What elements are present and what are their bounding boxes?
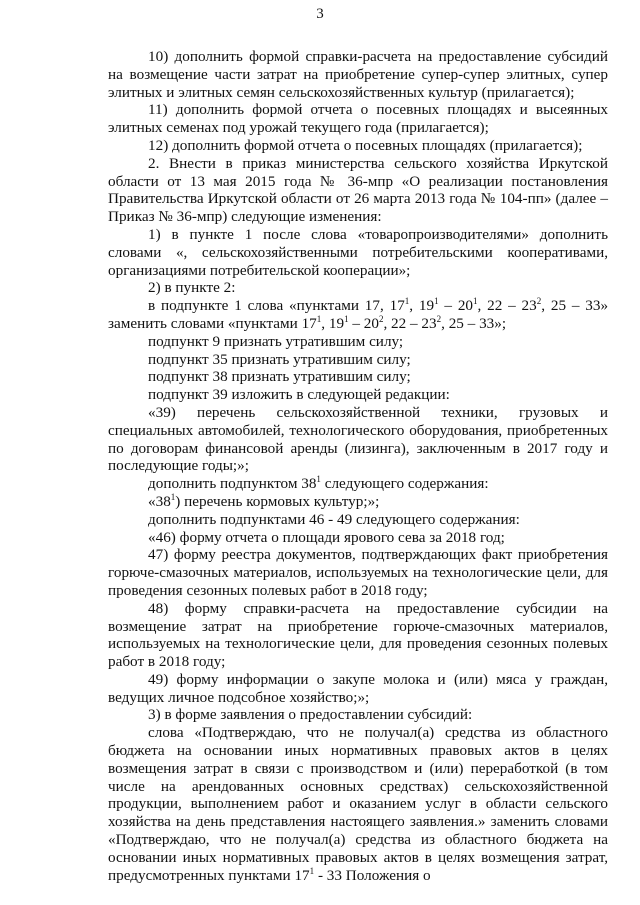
- paragraph: 1) в пункте 1 после слова «товаропроизводителями» дополнить словами «, сельскохозяйственными потребительскими кооперативами, организациями потребительской кооперации»;: [108, 225, 608, 279]
- paragraph: 48) форму справки-расчета на предоставление субсидии на возмещение затрат на приобретение горюче-смазочных материалов, используемых на технологические цели, для проведения сезонных полевых работ в 2018 году;: [108, 599, 608, 671]
- paragraph: 10) дополнить формой справки-расчета на предоставление субсидий на возмещение части затрат на приобретение супер-супер элитных, супер элитных и элитных семян сельскохозяйственных культур (прилагается);: [108, 48, 608, 101]
- paragraph: подпункт 38 признать утратившим силу;: [148, 368, 411, 386]
- paragraph: 2. Внести в приказ министерства сельского хозяйства Иркутской области от 13 мая 2015 года № 36-мпр «О реализации постановления Правительства Иркутской области от 26 марта 2013 года № 104-пп» (далее – Приказ № 36-мпр) следующие изменения:: [108, 154, 608, 226]
- paragraph: в подпункте 1 слова «пунктами 17, $17^1$, $19^1 - 20^1$, $22 - 23^2$, 25 – 33» заменить словами «пунктами $17^1$, $19^1 - 20^2$, $22 - 23^2$, 25 – 33»;: [108, 296, 609, 332]
- paragraph: «46) форму отчета о площади ярового сева за 2018 год;: [148, 528, 505, 546]
- paragraph: 47) форму реестра документов, подтверждающих факт приобретения горюче-смазочных материалов, используемых на технологические цели, для проведения сезонных полевых работ в 2018 году;: [108, 546, 608, 599]
- paragraph: «39) перечень сельскохозяйственной техники, грузовых и специальных автомобилей, технологического оборудования, приобретенных по договорам финансовой аренды (лизинга), заключенным в 2017 году и последующие годы;»;: [108, 403, 608, 475]
- paragraph: «$38^1$) перечень кормовых культур;»;: [148, 491, 380, 510]
- paragraph: 3) в форме заявления о предоставлении субсидий:: [148, 706, 473, 724]
- paragraph: слова «Подтверждаю, что не получал(а) средства из областного бюджета на основании иных нормативных правовых актов в целях возмещения затрат в связи с производством и (или) переработкой (в том числе на арендованных основных средствах) сельскохозяйственной продукции, выполнением работ и оказанием услуг в области сельского хозяйства на день представления настоящего заявления.» заменить словами «Подтверждаю, что не получал(а) средства из областного бюджета на основании иных нормативных правовых актов в целях возмещения затрат, предусмотренных пунктами $17^1 - 33$ Положения о: [108, 724, 608, 884]
- paragraph: 2) в пункте 2:: [148, 279, 236, 297]
- paragraph: подпункт 39 изложить в следующей редакции:: [148, 386, 450, 404]
- paragraph: 11) дополнить формой отчета о посевных площадях и высеянных элитных семенах под урожай текущего года (прилагается);: [108, 101, 608, 137]
- paragraph: 49) форму информации о закупе молока и (или) мяса у граждан, ведущих личное подсобное хозяйство;»;: [108, 670, 608, 706]
- paragraph: дополнить подпунктом $38^1$ следующего содержания:: [148, 474, 489, 493]
- paragraph: подпункт 9 признать утратившим силу;: [148, 332, 404, 350]
- paragraph: 12) дополнить формой отчета о посевных площадях (прилагается);: [148, 136, 583, 154]
- document-body: [108, 48, 608, 884]
- page-number: 3: [316, 6, 324, 22]
- paragraph: подпункт 35 признать утратившим силу;: [148, 350, 411, 368]
- paragraph: дополнить подпунктами 46 - 49 следующего содержания:: [148, 510, 520, 528]
